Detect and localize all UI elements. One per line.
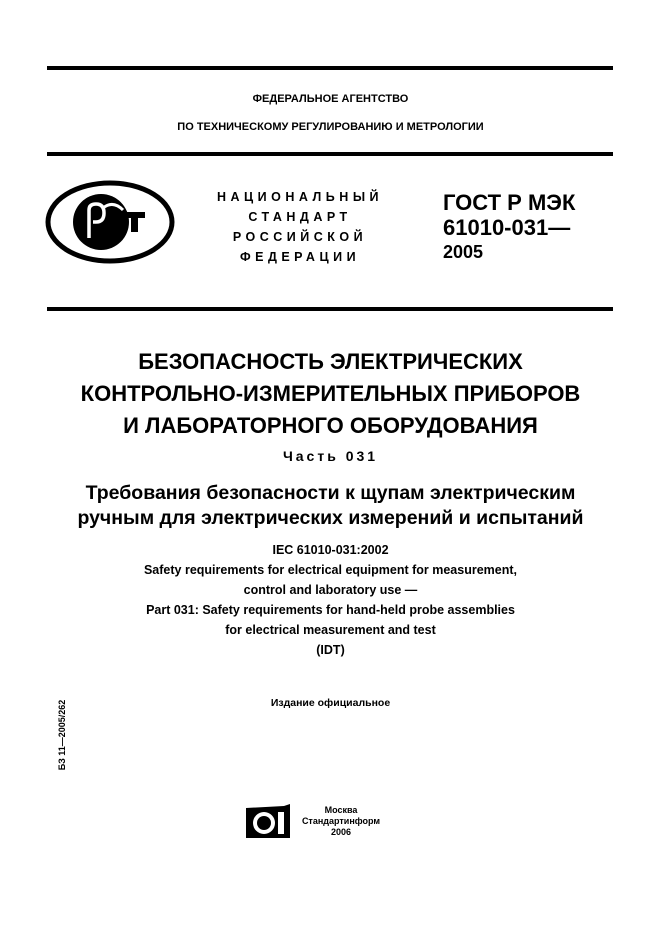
agency-line-1: ФЕДЕРАЛЬНОЕ АГЕНТСТВО: [252, 93, 409, 105]
iec-line: for electrical measurement and test: [225, 623, 436, 637]
standard-type-line: ФЕДЕРАЦИИ: [239, 250, 361, 264]
iec-line: Safety requirements for electrical equipment for measurement,: [143, 563, 518, 577]
publisher-name: Стандартинформ: [301, 816, 381, 826]
iec-line: (IDT): [316, 643, 345, 657]
publisher-city: Москва: [324, 805, 358, 815]
designation-year: 2005: [443, 242, 484, 262]
edition-label: Издание официальное: [270, 697, 391, 709]
title-line: КОНТРОЛЬНО-ИЗМЕРИТЕЛЬНЫХ ПРИБОРОВ: [80, 381, 581, 406]
standard-type-line: НАЦИОНАЛЬНЫЙ: [216, 190, 384, 204]
title-line: И ЛАБОРАТОРНОГО ОБОРУДОВАНИЯ: [123, 413, 538, 438]
publisher-logo: [244, 804, 292, 840]
standard-type-line: СТАНДАРТ: [248, 210, 352, 224]
side-code: БЗ 11—2005/262: [57, 699, 67, 771]
title-line: БЕЗОПАСНОСТЬ ЭЛЕКТРИЧЕСКИХ: [138, 349, 523, 374]
subtitle-line: ручным для электрических измерений и испытаний: [77, 507, 584, 529]
rule-2: [47, 152, 613, 156]
rule-3: [47, 307, 613, 311]
publisher-year: 2006: [330, 827, 352, 837]
designation-line-1: ГОСТ Р МЭК: [443, 190, 576, 215]
top-rule: [47, 66, 613, 70]
gost-emblem-logo: [45, 180, 175, 264]
agency-line-2: ПО ТЕХНИЧЕСКОМУ РЕГУЛИРОВАНИЮ И МЕТРОЛОГИИ: [177, 121, 484, 133]
document-title: [0, 346, 661, 442]
standard-type: [200, 187, 400, 267]
iec-line: IEC 61010-031:2002: [272, 543, 389, 557]
publisher-info: [296, 805, 386, 838]
standard-type-line: РОССИЙСКОЙ: [232, 230, 368, 244]
iec-line: Part 031: Safety requirements for hand-held probe assemblies: [146, 603, 515, 617]
document-subtitle: [0, 481, 661, 531]
iec-line: control and laboratory use —: [243, 583, 418, 597]
designation-line-2: 61010-031—: [443, 215, 571, 240]
part-number: Часть 031: [282, 448, 379, 464]
standard-designation: [443, 190, 575, 265]
iec-reference: [0, 540, 661, 660]
subtitle-line: Требования безопасности к щупам электрическим: [85, 482, 576, 504]
